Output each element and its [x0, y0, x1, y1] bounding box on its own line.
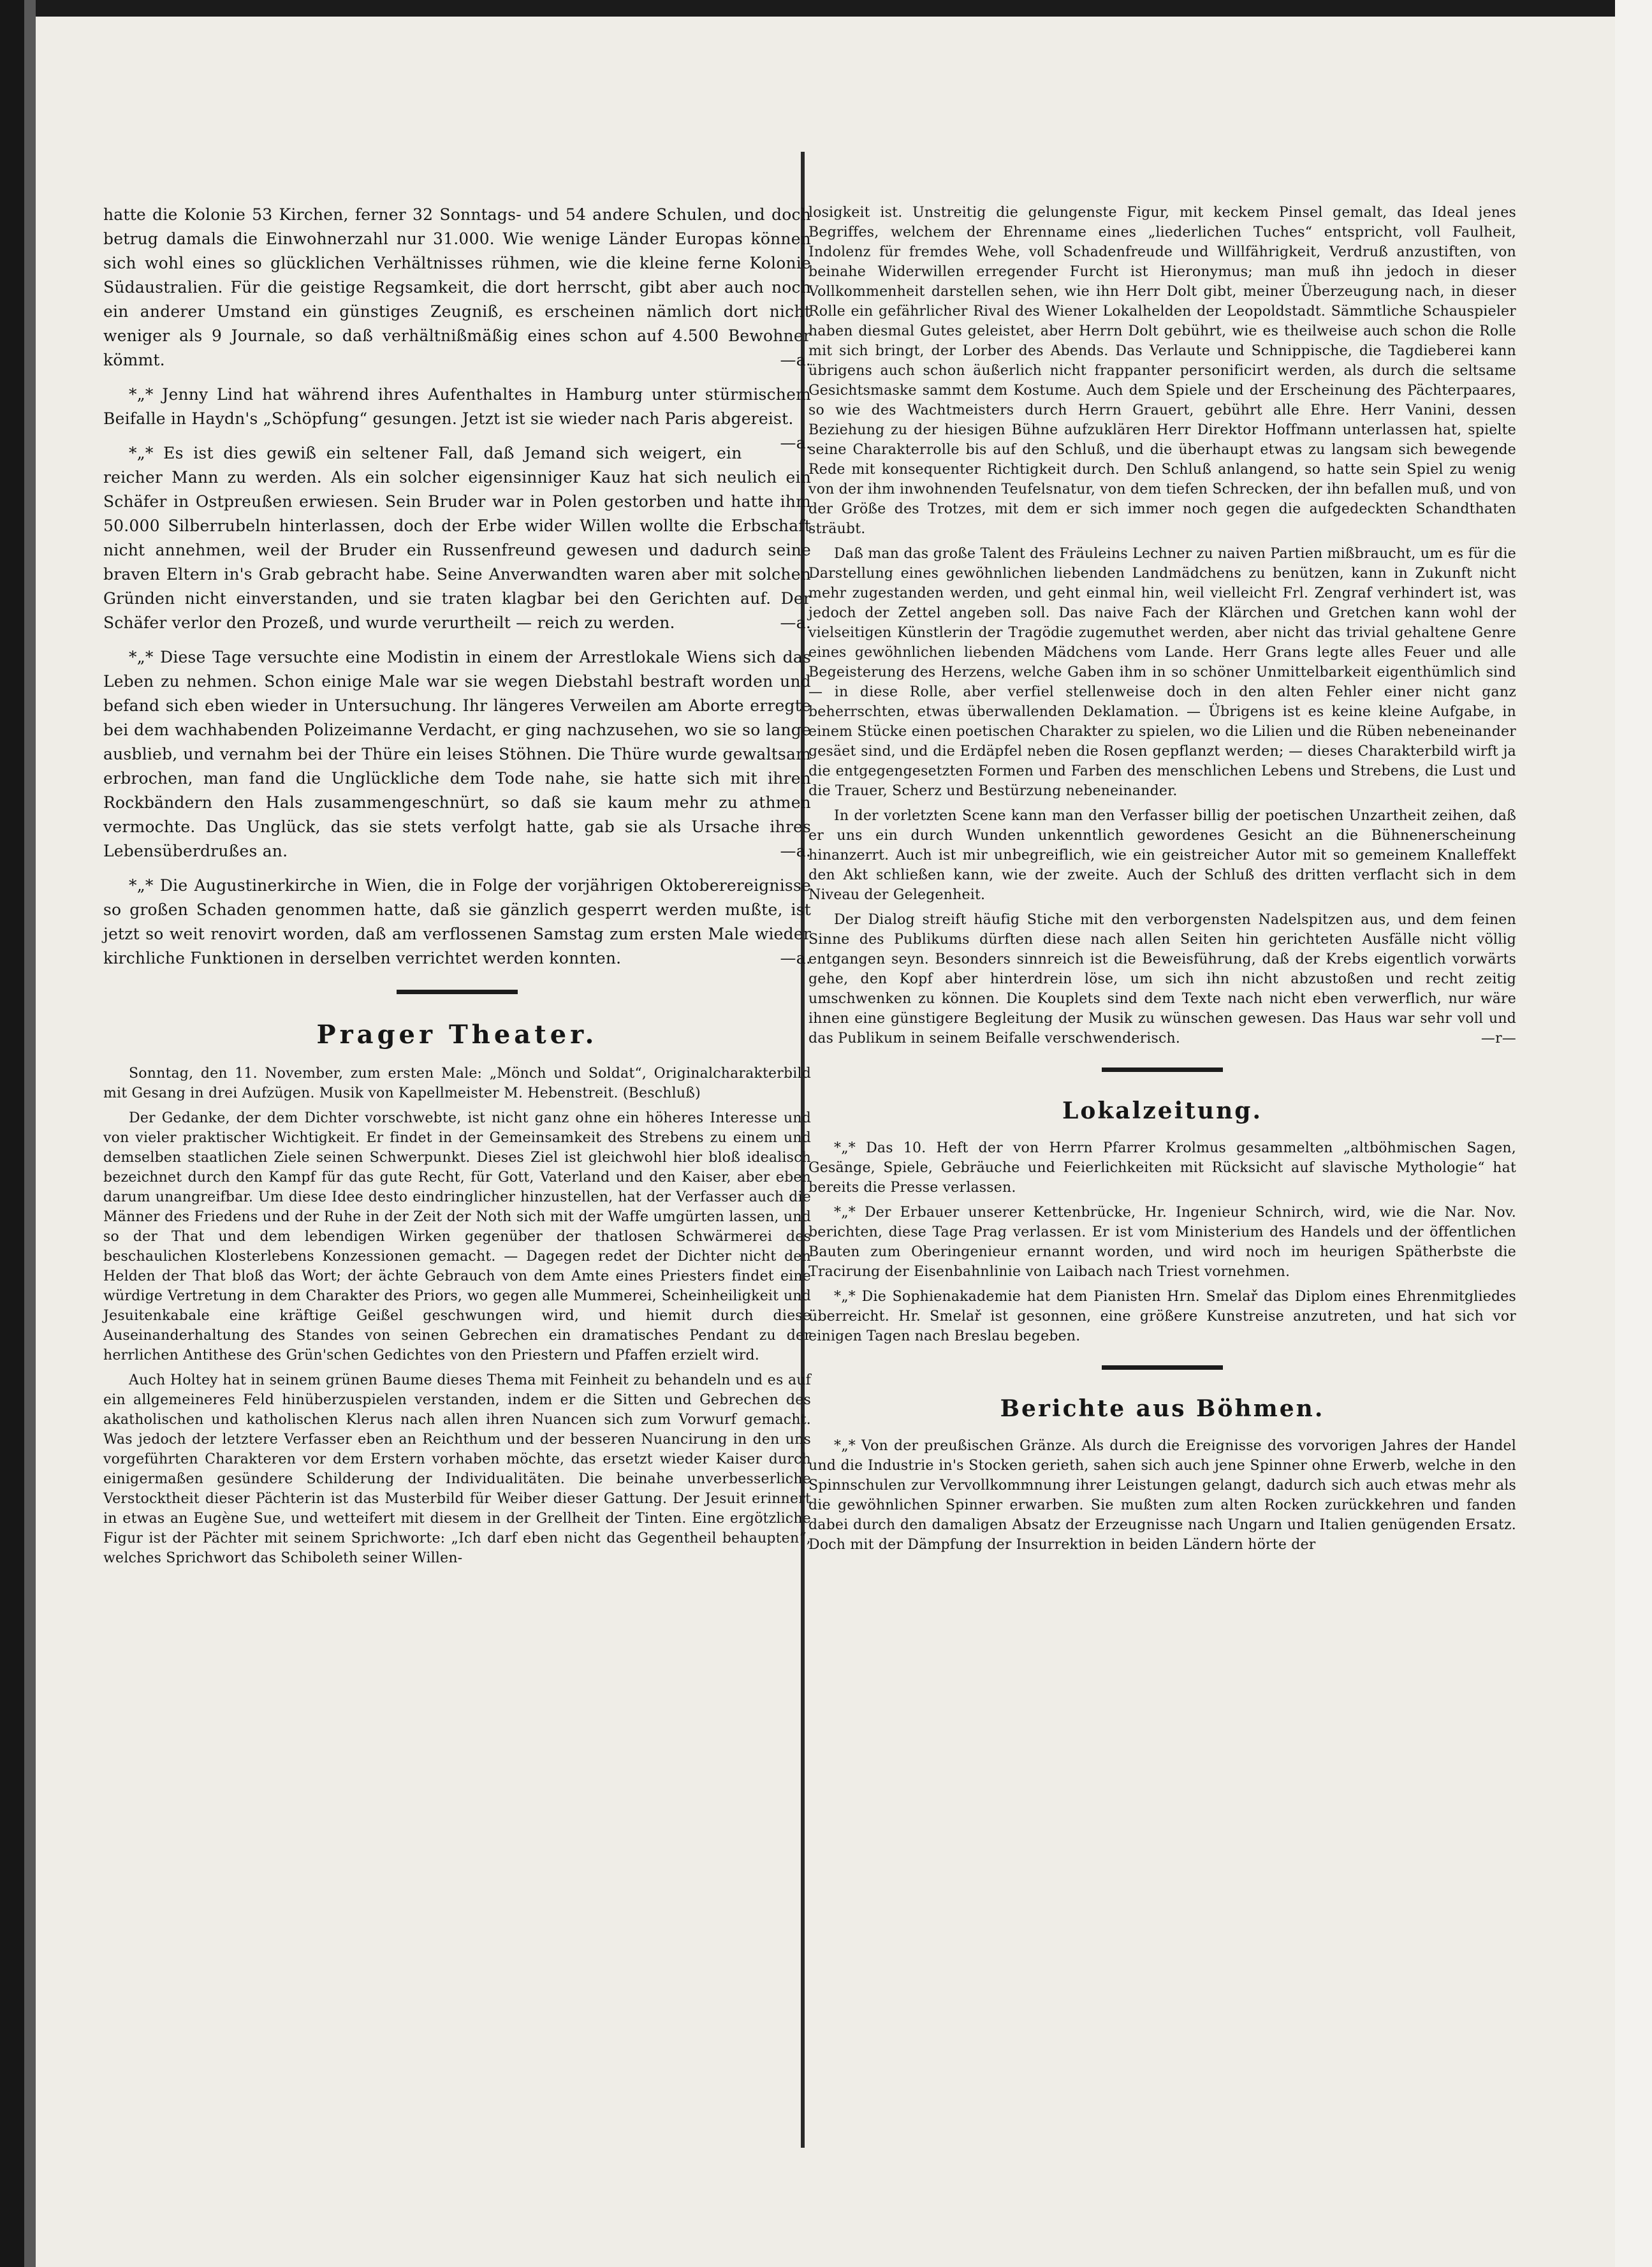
theater-paragraph: Der Dialog streift häufig Stiche mit den verborgensten Nadelspitzen aus, und dem feinen Sinne des Publikums dürften diese nach allen Seiten hin gerichteten Ausfälle nicht völlig entgangen seyn. Besonders sinnreich ist die Beweisführung, daß der Krebs eigentlich vorwärts gehe, den Kopf aber hinterdrein löse, um sich ihn nicht abzustoßen und recht zeitig umschwenken zu können. Die Kouplets sind dem Texte nach nicht eben verwerflich, nur wäre ihnen eine günstigere Begleitung der Musik zu wünschen gewesen. Das Haus war sehr voll und das Publikum in seinem Beifalle verschwenderisch. —r—: [808, 910, 1516, 1048]
local-news-item: *„* Die Sophienakademie hat dem Pianisten Hrn. Smelař das Diplom eines Ehrenmitgliedes überreicht. Hr. Smelař ist gesonnen, eine größere Kunstreise anzutreten, und hat sich vor einigen Tagen nach Breslau begeben.: [808, 1289, 1516, 1344]
news-item: *„* Die Augustinerkirche in Wien, die in Folge der vorjährigen Oktoberereignisse so großen Schaden genommen hatte, daß sie gänzlich gesperrt werden mußte, ist jetzt so weit renovirt worden, daß am verflossenen Samstag zum ersten Male wieder kirchliche Funktionen in derselben verrichtet werden konnten. —a.: [103, 876, 811, 967]
right-column: [808, 203, 1516, 1560]
news-item: *„* Diese Tage versuchte eine Modistin in einem der Arrestlokale Wiens sich das Leben zu nehmen. Schon einige Male war sie wegen Diebstahl bestraft worden und befand sich eben wieder in Untersuchung. Ihr längeres Verweilen am Aborte erregte bei dem wachhabenden Polizeimanne Verdacht, er ging nachzusehen, wo sie so lange ausblieb, und vernahm bei der Thüre ein leises Stöhnen. Die Thüre wurde gewaltsam erbrochen, man fand die Unglückliche dem Tode nahe, sie hatte sich mit ihren Rockbändern den Hals zusammengeschnürt, so daß sie kaum mehr zu athmen vermochte. Das Unglück, das sie stets verfolgt hatte, gab sie als Ursache ihres Lebensüberdrußes an. —a.: [103, 648, 811, 860]
scan-edge-top: [0, 0, 1652, 17]
section-heading-berichte: Berichte aus Böhmen.: [1000, 1395, 1325, 1422]
theater-paragraph: Auch Holtey hat in seinem grünen Baume dieses Thema mit Feinheit zu behandeln und es auf ein allgemeineres Feld hinüberzuspielen verstanden, indem er die Sitten und Gebrechen des akatholischen und katholischen Klerus nach allen ihren Nuancen sich zum Vorwurf gemacht. Was jedoch der letztere Verfasser eben an Reichthum und der besseren Nuancirung in den uns vorgeführten Charakteren vor dem Erstern vorhaben möchte, das ersetzt wieder Kaiser durch einigermaßen gesündere Schilderung der Individualitäten. Die beinahe unverbesserliche Verstocktheit dieser Pächterin ist das Musterbild für Weiber dieser Gattung. Der Jesuit erinnert in etwas an Eugène Sue, und wetteifert mit diesem in der Grellheit der Tinten. Eine ergötzliche Figur ist der Pächter mit seinem Sprichworte: „Ich darf eben nicht das Gegentheil behaupten“, welches Sprichwort das Schiboleth seiner Willen-: [103, 1372, 811, 1566]
theater-paragraph: losigkeit ist. Unstreitig die gelungenste Figur, mit keckem Pinsel gemalt, das Ideal jenes Begriffes, welchem der Ehrenname eines „liederlichen Tuches“ entspricht, voll Faulheit, Indolenz für fremdes Wehe, voll Schadenfreude und Willfährigkeit, Verdruß anzustiften, von beinahe Widerwillen erregender Furcht ist Hieronymus; man muß ihn jedoch in dieser Vollkommenheit darstellen sehen, wie ihn Herr Dolt gibt, meiner Überzeugung nach, in dieser Rolle ein gefährlicher Rival des Wiener Lokalhelden der Leopoldstadt. Sämmtliche Schauspieler haben diesmal Gutes geleistet, aber Herrn Dolt gebührt, wie es theilweise auch schon die Rolle mit sich bringt, der Lorber des Abends. Das Verlaute und Schnippische, die Tagdieberei kann übrigens auch schon äußerlich nicht frappanter personificirt werden, als durch die seltsame Gesichtsmaske sammt dem Kostume. Auch dem Spiele und der Erscheinung des Pächterpaares, so wie des Wachtmeisters durch Herrn Grauert, gebührt alle Ehre. Herr Vanini, dessen Beziehung zu der hiesigen Bühne aufzuklären Herr Direktor Hoffmann unterlassen hat, spielte seine Charakterrolle bis auf den Schluß, und die überhaupt etwas zu langsam sich bewegende Rede mit konsequenter Richtigkeit durch. Den Schluß anlangend, so hatte sein Spiel zu wenig von der ihm inwohnenden Teufelsnatur, von dem tiefen Schrecken, der ihn befallen muß, und von der Größe des Trotzes, mit dem er sich immer noch gegen die aufgedeckten Schandthaten sträubt.: [808, 205, 1516, 537]
theater-paragraph: In der vorletzten Scene kann man den Verfasser billig der poetischen Unzartheit zeihen, daß er uns ein durch Wunden unkenntlich gewordenes Gesicht an die Bühnenerscheinung hinanzerrt. Auch ist mir unbegreiflich, wie ein geistreicher Autor mit so gemeinem Knalleffekt den Akt schließen kann, wie der zweite. Auch der Schluß des dritten verflacht sich in dem Niveau der Gelegenheit.: [808, 808, 1516, 903]
left-column: [103, 203, 811, 1573]
newspaper-page: [36, 17, 1615, 2267]
author-signature: —r—: [1480, 1031, 1516, 1046]
report-paragraph: *„* Von der preußischen Gränze. Als durch die Ereignisse des vorvorigen Jahres der Handel und die Industrie in's Stocken gerieth, sahen sich auch jene Spinner ohne Erwerb, welche in den Spinnschulen zur Vervollkommnung ihrer Leistungen gelangt, dadurch sich auch etwas mehr als die gewöhnlichen Spinner erwarben. Sie mußten zum alten Rocken zurückkehren und fanden dabei durch den damaligen Absatz der Erzeugnisse nach Ungarn und Italien genügenden Ersatz. Doch mit der Dämpfung der Insurrektion in beiden Ländern hörte der: [808, 1438, 1516, 1553]
local-news-item: *„* Das 10. Heft der von Herrn Pfarrer Krolmus gesammelten „altböhmischen Sagen, Gesänge, Spiele, Gebräuche und Feierlichkeiten mit Rücksicht auf slavische Mythologie“ hat bereits die Presse verlassen.: [808, 1140, 1516, 1196]
scan-edge-right: [1615, 0, 1652, 2267]
section-separator: [397, 990, 518, 994]
local-news-item: *„* Der Erbauer unserer Kettenbrücke, Hr. Ingenieur Schnirch, wird, wie die Nar. Nov. berichten, diese Tage Prag verlassen. Er ist vom Ministerium des Handels und der öffentlichen Bauten zum Oberingenieur ernannt worden, und wird noch im heurigen Spätherbste die Tracirung der Eisenbahnlinie von Laibach nach Triest vornehmen.: [808, 1205, 1516, 1280]
scan-edge-binding: [24, 0, 36, 2267]
news-item: hatte die Kolonie 53 Kirchen, ferner 32 Sonntags- und 54 andere Schulen, und doch betrug damals die Einwohnerzahl nur 31.000. Wie wenige Länder Europas können sich wohl eines so glücklichen Verhältnisses rühmen, wie die kleine ferne Kolonie Südaustralien. Für die geistige Regsamkeit, die dort herrscht, gibt aber auch noch ein anderer Umstand ein günstiges Zeugniß, es erscheinen nämlich dort nicht weniger als 9 Journale, so daß verhältnißmäßig eines schon auf 4.500 Bewohner kömmt. —a.: [103, 205, 811, 369]
section-heading-lokalzeitung: Lokalzeitung.: [1062, 1097, 1262, 1124]
news-item: *„* Es ist dies gewiß ein seltener Fall, daß Jemand sich weigert, ein reicher Mann zu werden. Als ein solcher eigensinniger Kauz hat sich neulich ein Schäfer in Ostpreußen erwiesen. Sein Bruder war in Polen gestorben und hatte ihm 50.000 Silberrubeln hinterlassen, doch der Erbe wider Willen wollte die Erbschaft nicht annehmen, weil der Bruder ein Russenfreund gewesen und dadurch seine braven Eltern in's Grab gebracht habe. Seine Anverwandten waren aber mit solchen Gründen nicht einverstanden, und sie traten klagbar bei den Gerichten auf. Der Schäfer verlor den Prozeß, und wurde verurtheilt — reich zu werden. —a.: [103, 444, 811, 632]
theater-intro: Sonntag, den 11. November, zum ersten Male: „Mönch und Soldat“, Originalcharakterbild mit Gesang in drei Aufzügen. Musik von Kapellmeister M. Hebenstreit. (Beschluß): [103, 1066, 811, 1101]
theater-paragraph: Daß man das große Talent des Fräuleins Lechner zu naiven Partien mißbraucht, um es für die Darstellung eines gewöhnlichen liebenden Landmädchens zu benützen, kann in Zukunft nicht mehr zugestanden werden, und geht einmal hin, weil vielleicht Frl. Zengraf verhindert ist, was jedoch der Zettel angeben soll. Das naive Fach der Klärchen und Gretchen kann wohl der vielseitigen Künstlerin der Tragödie zugemuthet werden, aber nicht das trivial gehaltene Genre eines gewöhnlichen liebenden Mädchens vom Lande. Herr Grans legte alles Feuer und alle Begeisterung des Herzens, welche Gaben ihm in so schöner Unmittelbarkeit eigenthümlich sind — in diese Rolle, aber verfiel stellenweise doch in den alten Fehler einer nicht ganz beherrschten, etwas überwallenden Deklamation. — Übrigens ist es keine kleine Aufgabe, in einem Stücke einen poetischen Charakter zu spielen, wo die Lilien und die Rüben nebeneinander gesäet sind, und die Erdäpfel neben die Rosen gepflanzt werden; — dieses Charakterbild wirft ja die entgegengesetzten Formen und Farben des menschlichen Lebens und Strebens, die Lust und die Trauer, Scherz und Bestürzung nebeneinander.: [808, 546, 1516, 799]
scan-edge-left: [0, 0, 24, 2267]
section-heading-theater: Prager Theater.: [316, 1020, 598, 1050]
section-separator: [1102, 1365, 1223, 1370]
section-separator: [1102, 1067, 1223, 1072]
theater-paragraph: Der Gedanke, der dem Dichter vorschwebte, ist nicht ganz ohne ein höheres Interesse und von vieler praktischer Wichtigkeit. Er findet in der Gemeinsamkeit des Strebens zu einem und demselben staatlichen Ziele seinen Schwerpunkt. Dieses Ziel ist gleichwohl hier bloß idealisch bezeichnet durch den Kampf für das gute Recht, für Gott, Vaterland und den Kaiser, aber eben darum unangreifbar. Um diese Idee desto eindringlicher hinzustellen, hat der Verfasser auch die Männer des Friedens und der Ruhe in der Zeit der Noth sich mit der Waffe umgürten lassen, und so der That und dem lebendigen Wirken gegenüber der thatlosen Schwärmerei des beschaulichen Klosterlebens Konzessionen gemacht. — Dagegen redet der Dichter nicht den Helden der That bloß das Wort; der ächte Gebrauch von dem Amte eines Priesters findet eine würdige Vertretung in dem Charakter des Priors, wo gegen alle Mummerei, Scheinheiligkeit und Jesuitenkabale eine kräftige Geißel geschwungen wird, und hiemit durch diese Auseinanderhaltung des Standes von seinen Gebrechen ein dramatisches Pendant zu der herrlichen Antithese des Grün'schen Gedichtes von den Priestern und Pfaffen erzielt wird.: [103, 1110, 811, 1363]
news-item: *„* Jenny Lind hat während ihres Aufenthaltes in Hamburg unter stürmischem Beifalle in Haydn's „Schöpfung“ gesungen. Jetzt ist sie wieder nach Paris abgereist. —a.: [103, 385, 811, 452]
